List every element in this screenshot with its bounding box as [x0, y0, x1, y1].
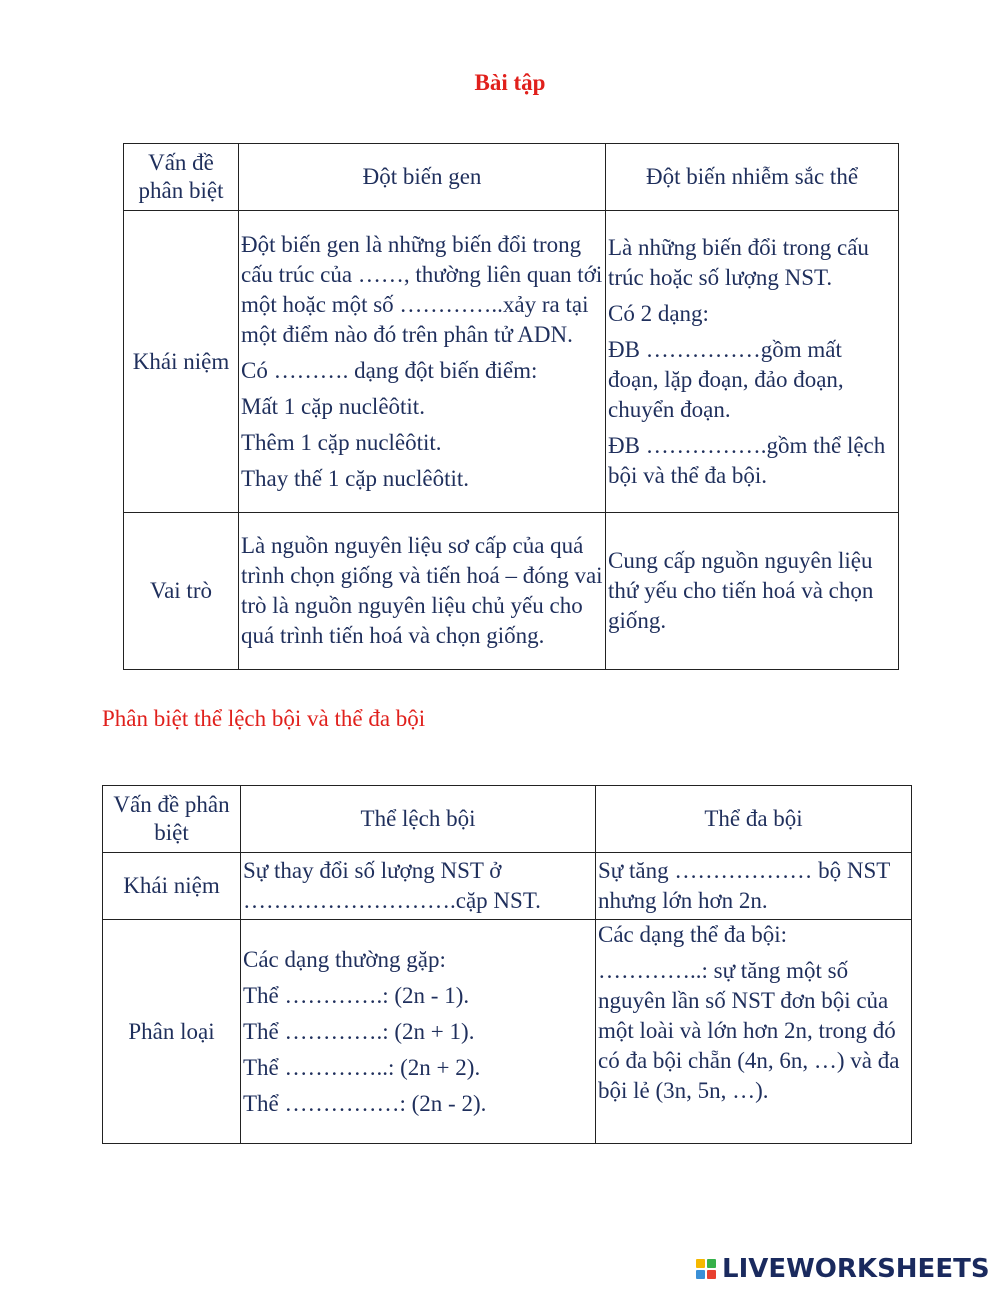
table-row	[103, 853, 912, 920]
gene-concept-text: Thay thế 1 cặp nuclêôtit.	[241, 465, 470, 491]
gene-role-cell: Là nguồn nguyên liệu sơ cấp của quá trình chọn giống và tiến hoá – đóng vai trò là nguồn nguyên liệu chủ yếu cho quá trình tiến hoá và chọn giống.	[239, 513, 606, 670]
logo-grid-icon	[696, 1259, 716, 1279]
aneuploid-type-text: Thể ……………: (2n - 2).	[243, 1090, 487, 1116]
header-issue: Vấn đề phân biệt	[124, 144, 239, 211]
header-issue: Vấn đề phân biệt	[103, 786, 241, 853]
logo-text: LIVEWORKSHEETS	[722, 1254, 990, 1284]
row-label-classification: Phân loại	[103, 920, 241, 1144]
gene-concept-text: Thêm 1 cặp nuclêôtit.	[241, 429, 442, 455]
nst-role-cell: Cung cấp nguồn nguyên liệu thứ yếu cho tiến hoá và chọn giống.	[606, 513, 899, 670]
aneuploid-type-text: Thể ………….: (2n + 1).	[243, 1018, 475, 1044]
polyploid-concept-cell: Sự tăng ……………… bộ NST nhưng lớn hơn 2n.	[596, 853, 912, 920]
header-polyploid: Thể đa bội	[596, 786, 912, 853]
gene-concept-text: Có ………. dạng đột biến điểm:	[241, 357, 538, 383]
aneuploid-type-text: Các dạng thường gặp:	[243, 946, 446, 972]
row-label-concept: Khái niệm	[124, 211, 239, 513]
nst-concept-cell	[606, 211, 899, 513]
row-label-concept: Khái niệm	[103, 853, 241, 920]
polyploid-type-text: …………..: sự tăng một số nguyên lần số NST đơn bội của một loài và lớn hơn 2n, trong đó có đa bội chẵn (4n, 6n, …) và đa bội lẻ (3n, 5n, …).	[598, 958, 900, 1103]
table-row	[103, 920, 912, 1144]
polyploid-type-text: Các dạng thể đa bội:	[598, 922, 788, 947]
nst-concept-text: ĐB ……………gồm mất đoạn, lặp đoạn, đảo đoạn, chuyển đoạn.	[608, 336, 844, 422]
gene-concept-cell	[239, 211, 606, 513]
table-header-row	[103, 786, 912, 853]
row-label-role: Vai trò	[124, 513, 239, 670]
nst-concept-text: Có 2 dạng:	[608, 300, 709, 326]
header-chromosome-mutation: Đột biến nhiễm sắc thể	[606, 144, 899, 211]
aneuploid-type-text: Thể …………..: (2n + 2).	[243, 1054, 481, 1080]
header-gene-mutation: Đột biến gen	[239, 144, 606, 211]
gene-concept-text: Đột biến gen là những biến đổi trong cấu trúc của ……, thường liên quan tới một hoặc một số …………..xảy ra tại một điểm nào đó trên phân tử ADN.	[241, 231, 603, 347]
polyploid-types-cell	[596, 920, 912, 1144]
page-title: Bài tập	[474, 70, 546, 95]
liveworksheets-logo	[696, 1254, 990, 1284]
table-row	[124, 211, 899, 513]
aneuploid-concept-cell: Sự thay đổi số lượng NST ở ……………………….cặp NST.	[241, 853, 596, 920]
section-subtitle: Phân biệt thể lệch bội và thể đa bội	[102, 706, 426, 731]
aneuploid-types-cell	[241, 920, 596, 1144]
mutation-comparison-table	[123, 143, 899, 670]
ploidy-comparison-table	[102, 785, 912, 1144]
header-aneuploid: Thể lệch bội	[241, 786, 596, 853]
table-header-row	[124, 144, 899, 211]
nst-concept-text: Là những biến đổi trong cấu trúc hoặc số lượng NST.	[608, 234, 869, 290]
gene-concept-text: Mất 1 cặp nuclêôtit.	[241, 393, 425, 419]
aneuploid-type-text: Thể ………….: (2n - 1).	[243, 982, 470, 1008]
nst-concept-text: ĐB …………….gồm thể lệch bội và thể đa bội.	[608, 432, 886, 488]
table-row	[124, 513, 899, 670]
